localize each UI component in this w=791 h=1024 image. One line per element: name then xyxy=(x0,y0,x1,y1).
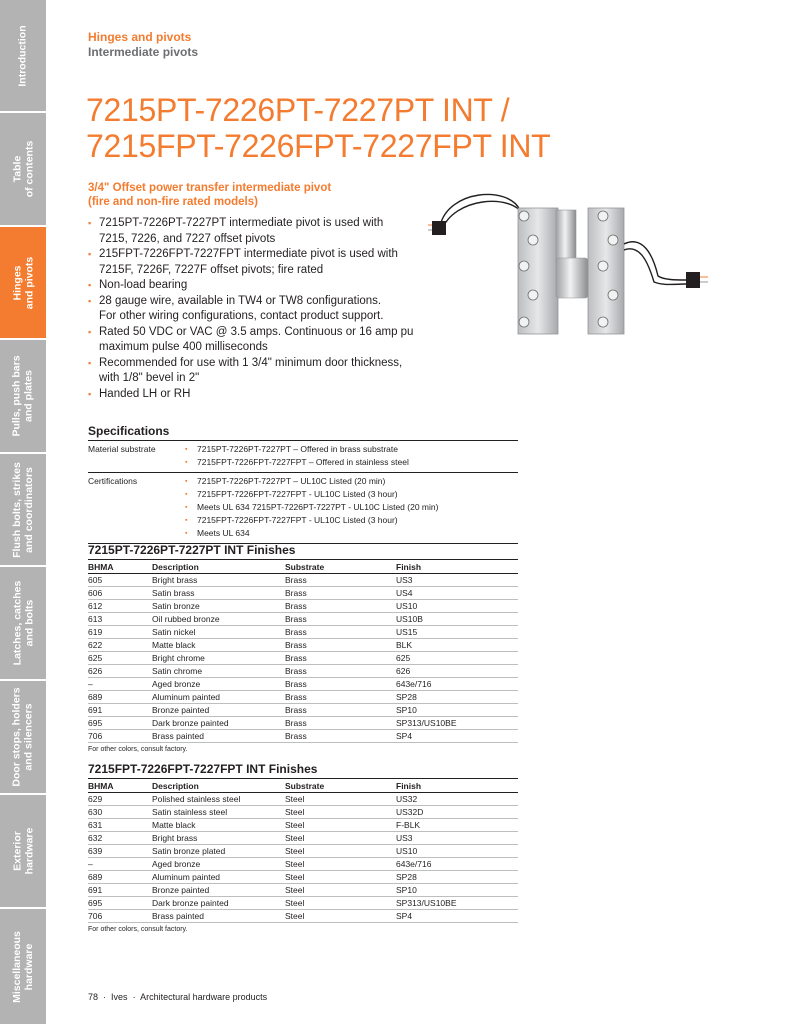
product-subtitle xyxy=(88,181,331,209)
finishes-note: For other colors, consult factory. xyxy=(88,926,188,933)
table-row xyxy=(88,704,518,717)
table-cell: 612 xyxy=(88,600,152,613)
column-header: Finish xyxy=(396,779,518,793)
table-cell: 613 xyxy=(88,613,152,626)
table-row xyxy=(88,652,518,665)
tab-flush-bolts[interactable] xyxy=(0,454,46,567)
table-cell: Bronze painted xyxy=(152,704,285,717)
table-cell: F-BLK xyxy=(396,819,518,832)
table-cell: US3 xyxy=(396,574,518,587)
table-cell: BLK xyxy=(396,639,518,652)
finishes-section-brass xyxy=(88,543,518,753)
spec-row-material xyxy=(88,441,518,473)
table-row xyxy=(88,858,518,871)
tab-hinges-and-pivots[interactable] xyxy=(0,227,46,340)
table-cell: Steel xyxy=(285,819,396,832)
table-cell: 626 xyxy=(88,665,152,678)
column-header: Description xyxy=(152,779,285,793)
tab-label: Door stops, holders and silencers xyxy=(11,687,35,787)
table-cell: 631 xyxy=(88,819,152,832)
table-cell: SP4 xyxy=(396,730,518,743)
table-cell: Dark bronze painted xyxy=(152,897,285,910)
table-cell: 689 xyxy=(88,871,152,884)
table-cell: Brass xyxy=(285,691,396,704)
table-cell: Satin stainless steel xyxy=(152,806,285,819)
table-cell: 706 xyxy=(88,910,152,923)
column-header: Substrate xyxy=(285,779,396,793)
footer-separator: · xyxy=(100,992,109,1002)
feature-text: ▪ 7215PT-7226PT-7227PT intermediate pivot is used with xyxy=(99,217,384,229)
feature-text: with 1/8" bevel in 2" xyxy=(99,372,200,384)
table-cell: SP313/US10BE xyxy=(396,717,518,730)
table-cell: 630 xyxy=(88,806,152,819)
tab-label: Hinges and pivots xyxy=(11,256,36,309)
table-cell: SP10 xyxy=(396,704,518,717)
table-cell: Bronze painted xyxy=(152,884,285,897)
tab-introduction[interactable] xyxy=(0,0,46,113)
spec-item: ▪ 7215PT-7226PT-7227PT – UL10C Listed (20 min) xyxy=(185,475,518,488)
feature-text: ▪ Non-load bearing xyxy=(99,279,188,291)
specifications-section xyxy=(88,424,518,544)
table-cell: Steel xyxy=(285,910,396,923)
page-title-line2: 7215FPT-7226FPT-7227FPT INT xyxy=(86,128,551,164)
spec-item: ▪ 7215FPT-7226FPT-7227FPT - UL10C Listed (3 hour) xyxy=(185,488,518,501)
table-cell: 706 xyxy=(88,730,152,743)
tab-exterior-hardware[interactable] xyxy=(0,795,46,909)
table-row xyxy=(88,806,518,819)
column-header: Description xyxy=(152,560,285,574)
table-cell: Brass xyxy=(285,574,396,587)
table-row xyxy=(88,574,518,587)
footer-brand: Ives xyxy=(111,992,128,1002)
table-row xyxy=(88,600,518,613)
feature-item xyxy=(88,356,418,387)
table-cell: SP28 xyxy=(396,691,518,704)
table-row xyxy=(88,626,518,639)
table-cell: 622 xyxy=(88,639,152,652)
tab-label: Flush bolts, strikes and coordinators xyxy=(11,461,36,558)
table-cell: 625 xyxy=(396,652,518,665)
breadcrumb-subcategory: Intermediate pivots xyxy=(88,45,199,59)
feature-text: For other wiring configurations, contact product support. xyxy=(99,310,384,322)
table-cell: Aged bronze xyxy=(152,678,285,691)
table-row xyxy=(88,587,518,600)
finishes-table xyxy=(88,560,518,743)
table-cell: 625 xyxy=(88,652,152,665)
table-cell: Satin brass xyxy=(152,587,285,600)
table-cell: SP313/US10BE xyxy=(396,897,518,910)
finishes-table-body xyxy=(88,793,518,923)
table-cell: 689 xyxy=(88,691,152,704)
table-cell: – xyxy=(88,678,152,691)
column-header: Substrate xyxy=(285,560,396,574)
table-cell: US32D xyxy=(396,806,518,819)
table-cell: Steel xyxy=(285,897,396,910)
column-header: BHMA xyxy=(88,560,152,574)
table-row xyxy=(88,678,518,691)
table-cell: 643e/716 xyxy=(396,678,518,691)
table-cell: Steel xyxy=(285,806,396,819)
table-cell: SP10 xyxy=(396,884,518,897)
table-cell: Brass xyxy=(285,600,396,613)
table-row xyxy=(88,717,518,730)
tab-pulls-push-bars[interactable] xyxy=(0,340,46,454)
table-cell: Aluminum painted xyxy=(152,871,285,884)
table-cell: 639 xyxy=(88,845,152,858)
table-row xyxy=(88,845,518,858)
table-cell: Satin chrome xyxy=(152,665,285,678)
spec-item: ▪ 7215FPT-7226FPT-7227FPT - UL10C Listed (3 hour) xyxy=(185,514,518,527)
table-row xyxy=(88,665,518,678)
table-cell: Steel xyxy=(285,884,396,897)
tab-label: Miscellaneous hardware xyxy=(11,930,35,1003)
feature-list xyxy=(88,216,418,402)
page-footer xyxy=(88,992,267,1002)
table-row xyxy=(88,793,518,806)
table-cell: 691 xyxy=(88,704,152,717)
table-cell: Satin bronze plated xyxy=(152,845,285,858)
table-cell: 605 xyxy=(88,574,152,587)
table-cell: Brass xyxy=(285,730,396,743)
feature-text: ▪ 28 gauge wire, available in TW4 or TW8 configurations. xyxy=(99,294,382,307)
table-row xyxy=(88,613,518,626)
finishes-title: 7215PT-7226PT-7227PT INT Finishes xyxy=(88,543,296,557)
tab-latches-catches[interactable] xyxy=(0,567,46,681)
column-header: Finish xyxy=(396,560,518,574)
table-cell: 619 xyxy=(88,626,152,639)
tab-miscellaneous-hardware[interactable] xyxy=(0,909,46,1024)
table-cell: 626 xyxy=(396,665,518,678)
table-row xyxy=(88,871,518,884)
spec-values xyxy=(185,443,518,469)
table-cell: Brass xyxy=(285,717,396,730)
tab-label: Pulls, push bars and plates xyxy=(11,355,36,437)
table-cell: 695 xyxy=(88,897,152,910)
table-cell: 632 xyxy=(88,832,152,845)
table-cell: Matte black xyxy=(152,819,285,832)
table-cell: Brass xyxy=(285,652,396,665)
column-header: BHMA xyxy=(88,779,152,793)
table-cell: US10 xyxy=(396,600,518,613)
page-title xyxy=(86,92,550,164)
table-row xyxy=(88,639,518,652)
spec-label: Material substrate xyxy=(88,444,156,454)
table-cell: Aged bronze xyxy=(152,858,285,871)
table-cell: SP4 xyxy=(396,910,518,923)
table-cell: Bright brass xyxy=(152,574,285,587)
table-cell: Oil rubbed bronze xyxy=(152,613,285,626)
table-cell: Steel xyxy=(285,845,396,858)
table-cell: Dark bronze painted xyxy=(152,717,285,730)
table-cell: Bright chrome xyxy=(152,652,285,665)
table-cell: US32 xyxy=(396,793,518,806)
feature-item xyxy=(88,325,418,356)
finishes-section-steel xyxy=(88,762,518,933)
page-title-line1: 7215PT-7226PT-7227PT INT / xyxy=(86,92,510,128)
feature-text: 7215F, 7226F, 7227F offset pivots; fire rated xyxy=(99,263,324,276)
table-cell: Brass painted xyxy=(152,730,285,743)
feature-text: ▪ Rated 50 VDC or VAC @ 3.5 amps. Continuous or 16 amp pu xyxy=(99,325,414,338)
breadcrumb-category: Hinges and pivots xyxy=(88,30,192,44)
table-cell: Matte black xyxy=(152,639,285,652)
table-cell: Steel xyxy=(285,793,396,806)
feature-text: ▪ Handed LH or RH xyxy=(99,387,191,400)
feature-item xyxy=(88,387,418,403)
table-cell: Brass xyxy=(285,626,396,639)
table-cell: Satin bronze xyxy=(152,600,285,613)
feature-text: ▪ Recommended for use with 1 3/4" minimum door thickness, xyxy=(99,356,403,369)
finishes-table xyxy=(88,779,518,923)
table-cell: – xyxy=(88,858,152,871)
table-cell: SP28 xyxy=(396,871,518,884)
table-row xyxy=(88,897,518,910)
table-row xyxy=(88,910,518,923)
tab-label: Table of contents xyxy=(11,140,35,198)
spec-item: ▪ 7215FPT-7226FPT-7227FPT – Offered in stainless steel xyxy=(185,456,518,469)
spec-label: Certifications xyxy=(88,476,138,486)
finishes-note: For other colors, consult factory. xyxy=(88,746,188,753)
table-cell: 643e/716 xyxy=(396,858,518,871)
feature-text: 7215, 7226, and 7227 offset pivots xyxy=(99,232,276,245)
feature-item xyxy=(88,216,418,247)
tab-door-stops[interactable] xyxy=(0,681,46,795)
table-cell: Aluminum painted xyxy=(152,691,285,704)
table-cell: US4 xyxy=(396,587,518,600)
table-row xyxy=(88,819,518,832)
table-cell: 606 xyxy=(88,587,152,600)
section-sidebar xyxy=(0,0,46,1024)
table-row xyxy=(88,884,518,897)
tab-label: Latches, catches and bolts xyxy=(11,580,36,666)
table-cell: US10B xyxy=(396,613,518,626)
feature-item xyxy=(88,294,418,325)
table-cell: 629 xyxy=(88,793,152,806)
subtitle-line1: 3/4" Offset power transfer intermediate pivot xyxy=(88,182,332,194)
table-cell: Brass xyxy=(285,678,396,691)
table-cell: Brass xyxy=(285,639,396,652)
finishes-title: 7215FPT-7226FPT-7227FPT INT Finishes xyxy=(88,762,318,776)
table-cell: Polished stainless steel xyxy=(152,793,285,806)
feature-item xyxy=(88,278,418,294)
table-cell: 691 xyxy=(88,884,152,897)
spec-item: ▪ Meets UL 634 xyxy=(185,527,518,540)
table-cell: Steel xyxy=(285,832,396,845)
table-cell: Brass xyxy=(285,587,396,600)
table-cell: Brass xyxy=(285,613,396,626)
table-cell: Steel xyxy=(285,871,396,884)
feature-item xyxy=(88,247,418,278)
table-cell: 695 xyxy=(88,717,152,730)
table-row xyxy=(88,832,518,845)
spec-values xyxy=(185,475,518,540)
table-cell: Steel xyxy=(285,858,396,871)
tab-label: Introduction xyxy=(17,24,29,87)
pivot-product-image xyxy=(428,180,711,352)
footer-separator: · xyxy=(130,992,139,1002)
spec-row-certifications xyxy=(88,473,518,544)
tab-label: Exterior hardware xyxy=(11,827,35,875)
table-cell: Brass xyxy=(285,704,396,717)
page-number: 78 xyxy=(88,992,99,1002)
table-row xyxy=(88,730,518,743)
table-row xyxy=(88,691,518,704)
table-cell: Satin nickel xyxy=(152,626,285,639)
table-cell: Bright brass xyxy=(152,832,285,845)
table-cell: US10 xyxy=(396,845,518,858)
spec-item: ▪ Meets UL 634 7215PT-7226PT-7227PT - UL10C Listed (20 min) xyxy=(185,501,518,514)
subtitle-line2: (fire and non-fire rated models) xyxy=(88,196,258,208)
table-cell: US15 xyxy=(396,626,518,639)
tab-table-of-contents[interactable] xyxy=(0,113,46,227)
table-cell: US3 xyxy=(396,832,518,845)
footer-book-title: Architectural hardware products xyxy=(140,992,268,1002)
finishes-table-body xyxy=(88,574,518,743)
table-cell: Brass painted xyxy=(152,910,285,923)
table-cell: Brass xyxy=(285,665,396,678)
feature-text: ▪ 215FPT-7226FPT-7227FPT intermediate pivot is used with xyxy=(99,248,398,260)
spec-item: ▪ 7215PT-7226PT-7227PT – Offered in brass substrate xyxy=(185,443,518,456)
feature-text: maximum pulse 400 milliseconds xyxy=(99,341,268,353)
specifications-title: Specifications xyxy=(88,424,170,438)
